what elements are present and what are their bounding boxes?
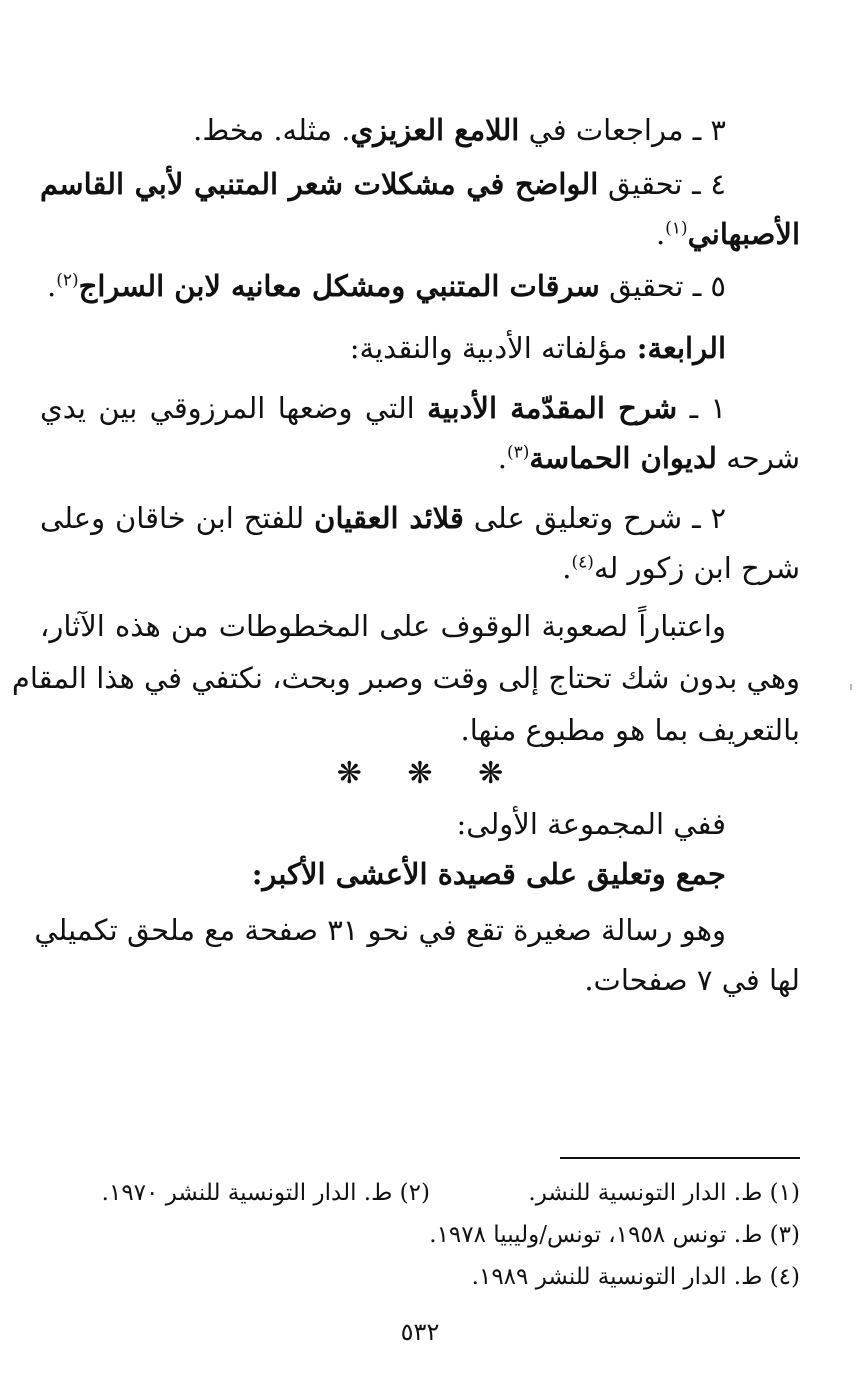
star-icon: ❋ xyxy=(336,756,362,791)
group-label: ففي المجموعة الأولى: xyxy=(456,807,726,841)
item-text: تحقيق xyxy=(609,269,684,303)
item-title: قلائد العقيان xyxy=(314,501,464,535)
item-title: اللامع العزيزي xyxy=(350,113,520,147)
lit-item-2-cont xyxy=(40,546,800,590)
paragraph-line: وهي بدون شك تحتاج إلى وقت وصبر وبحث، نكتفي في هذا المقام xyxy=(11,661,800,695)
item-text: . xyxy=(655,217,666,251)
item-number: ٣ ـ xyxy=(692,113,726,147)
section-text: مؤلفاته الأدبية والنقدية: xyxy=(349,331,628,365)
subheading: جمع وتعليق على قصيدة الأعشى الأكبر: xyxy=(251,857,726,891)
section-divider xyxy=(40,756,800,791)
footnote-ref: (٤) xyxy=(571,552,594,573)
item-text: شرحه xyxy=(726,441,800,475)
scan-mark xyxy=(850,684,852,690)
item-title: الواضح في مشكلات شعر المتنبي لأبي القاسم xyxy=(40,167,599,201)
paragraph-line: بالتعريف بما هو مطبوع منها. xyxy=(460,713,800,747)
footnote-row xyxy=(40,1176,800,1210)
lit-item-1 xyxy=(40,386,726,430)
section-heading xyxy=(40,326,726,370)
star-icon: ❋ xyxy=(407,756,433,791)
item-text: للفتح ابن خاقان وعلى xyxy=(40,501,305,535)
footnote-2: (٢) ط. الدار التونسية للنشر ١٩٧٠. xyxy=(101,1180,430,1206)
paragraph-line: واعتباراً لصعوبة الوقوف على المخطوطات من هذه الآثار، xyxy=(40,609,726,643)
footnote-separator xyxy=(560,1157,800,1159)
list-item-5 xyxy=(40,264,726,308)
list-item-4-cont xyxy=(40,212,800,256)
item-number: ٥ ـ xyxy=(692,269,726,303)
item-title: سرقات المتنبي ومشكل معانيه لابن السراج xyxy=(78,269,600,303)
item-number: ١ ـ xyxy=(689,391,727,425)
item-text: التي وضعها المرزوقي بين يدي xyxy=(40,391,415,425)
footnote-3: (٣) ط. تونس ١٩٥٨، تونس/وليبيا ١٩٧٨. xyxy=(429,1222,800,1248)
lit-item-1-cont xyxy=(40,436,800,480)
star-icon: ❋ xyxy=(478,756,504,791)
footnote-1: (١) ط. الدار التونسية للنشر. xyxy=(528,1180,800,1206)
item-text: شرح وتعليق على xyxy=(473,501,683,535)
list-item-3 xyxy=(40,108,726,152)
footnote-ref: (٣) xyxy=(506,442,530,463)
footnote-ref: (١) xyxy=(665,218,688,239)
list-item-4 xyxy=(40,162,726,206)
item-title: الأصبهاني xyxy=(687,217,800,251)
lit-item-2 xyxy=(40,496,726,540)
item-text: . xyxy=(562,551,572,585)
page-number: ٥٣٢ xyxy=(400,1318,440,1346)
item-number: ٤ ـ xyxy=(692,167,726,201)
item-number: ٢ ـ xyxy=(692,501,727,535)
item-text: . xyxy=(497,441,507,475)
footnote-4: (٤) ط. الدار التونسية للنشر ١٩٨٩. xyxy=(471,1264,800,1290)
item-title: شرح المقدّمة الأدبية xyxy=(427,391,678,425)
book-page xyxy=(11,0,800,1384)
item-text: مراجعات في xyxy=(528,113,684,147)
paragraph-line: وهو رسالة صغيرة تقع في نحو ٣١ صفحة مع ملحق تكميلي xyxy=(34,913,726,947)
item-text: . مثله. مخط. xyxy=(193,113,351,147)
item-text: . xyxy=(47,269,57,303)
item-text: شرح ابن زكور له xyxy=(593,551,800,585)
paragraph-line: لها في ٧ صفحات. xyxy=(584,963,800,997)
footnote-ref: (٢) xyxy=(56,270,79,291)
item-title: لديوان الحماسة xyxy=(529,441,717,475)
item-text: تحقيق xyxy=(608,167,683,201)
section-label: الرابعة: xyxy=(636,331,726,365)
